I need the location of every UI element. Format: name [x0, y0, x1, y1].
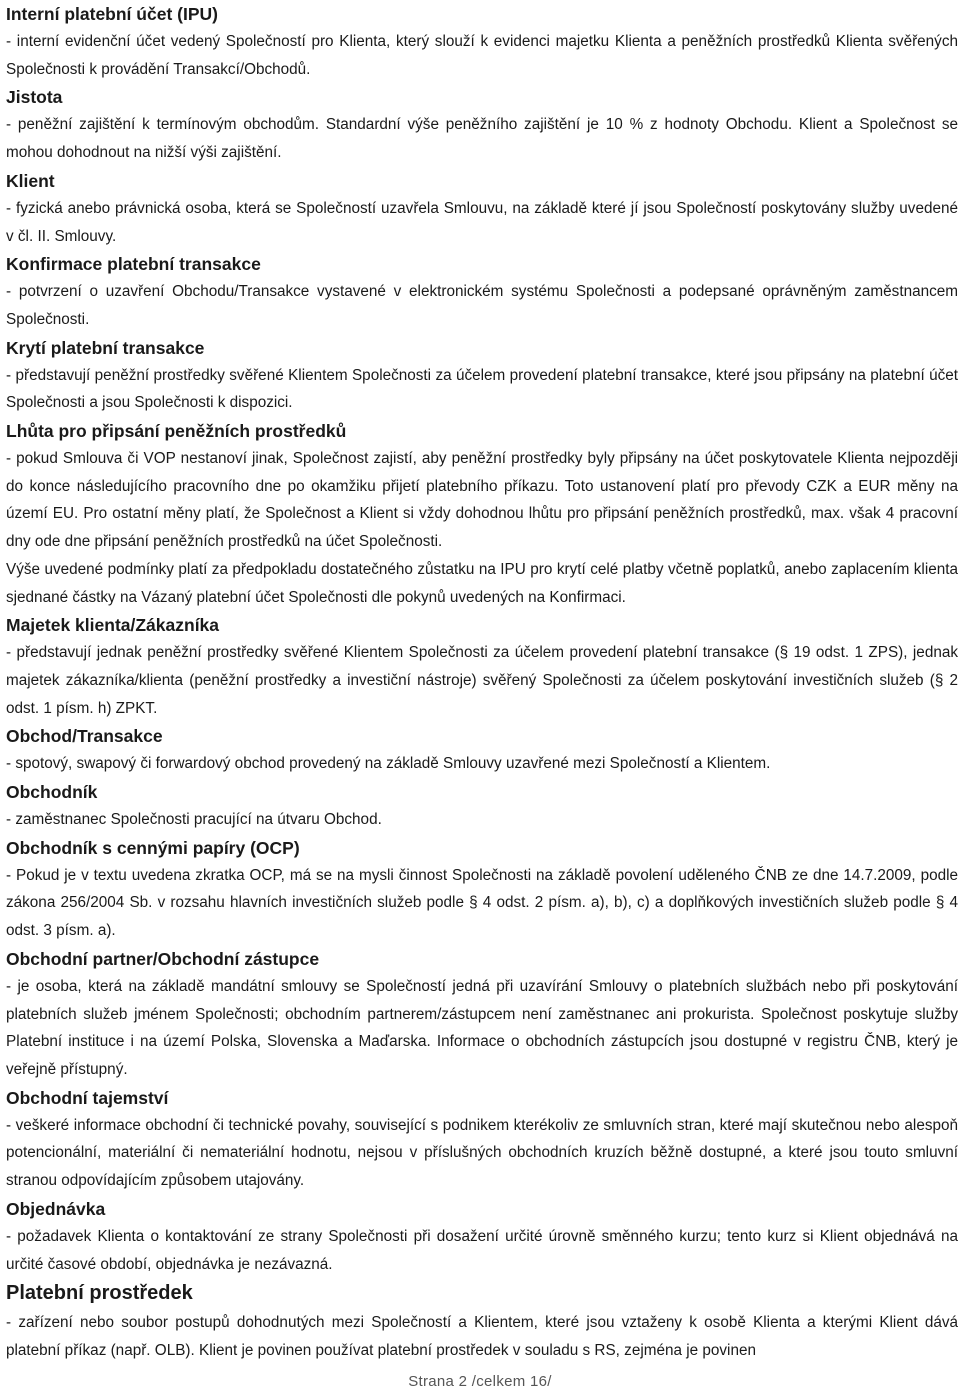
- definition-entry: [6, 1084, 958, 1195]
- definition-term: Lhůta pro připsání peněžních prostředků: [6, 421, 347, 442]
- definition-text: - je osoba, která na základě mandátní smlouvy se Společností jedná při uzavírání Smlouvy o platebních službách nebo při poskytování platebních služeb jménem Společnosti; obchodním partnerem/zástupcem není zaměstnanec ani prokurista. Společnost poskytuje služby Platební instituce i na území Polska, Slovenska a Maďarska. Informace o obchodních zástupcích jsou dostupné v registru ČNB, který je veřejně přístupný.: [6, 977, 958, 1078]
- definition-term: Krytí platební transakce: [6, 337, 205, 358]
- definition-text: - veškeré informace obchodní či technické povahy, související s podnikem kterékoliv ze smluvních stran, které mají skutečnou nebo alespoň potencionální, materiální či nemateriální hodnotu, nejsou v příslušných obchodních kruzích běžně dostupné, a které jsou touto smluvní stranou odpovídajícím způsobem utajovány.: [6, 1116, 958, 1190]
- definition-entry: [6, 250, 958, 333]
- definition-text: - představují peněžní prostředky svěřené Klientem Společnosti za účelem provedení platební transakce, které jsou připsány na platební účet Společnosti a jsou Společnosti k dispozici.: [6, 366, 958, 412]
- definition-term: Obchodní tajemství: [6, 1087, 169, 1108]
- definition-text: - interní evidenční účet vedený Společností pro Klienta, který slouží k evidenci majetku Klienta a peněžních prostředků Klienta svěřených Společnosti k provádění Transakcí/Obchodů.: [6, 33, 958, 78]
- definition-term: Klient: [6, 170, 55, 191]
- definition-term: Obchodní partner/Obchodní zástupce: [6, 948, 320, 969]
- document-body: [6, 0, 958, 1365]
- definition-entry: [6, 83, 958, 166]
- definition-term: Objednávka: [6, 1198, 106, 1219]
- definition-entry: [6, 834, 958, 945]
- definition-term: Platební prostředek: [6, 1282, 193, 1305]
- definition-entry: [6, 0, 958, 83]
- definition-entry: [6, 611, 958, 722]
- definition-entry: [6, 167, 958, 250]
- definition-text: - peněžní zajištění k termínovým obchodům. Standardní výše peněžního zajištění je 10 % z hodnoty Obchodu. Klient a Společnost se mohou dohodnout na nižší výši zajištění.: [6, 116, 958, 162]
- page-footer: Strana 2 /celkem 16/: [408, 1373, 552, 1390]
- definition-text: - spotový, swapový či forwardový obchod provedený na základě Smlouvy uzavřené mezi Společností a Klientem.: [6, 755, 771, 773]
- definition-entry: [6, 945, 958, 1084]
- definition-entry: [6, 1195, 958, 1278]
- definition-term: Jistota: [6, 87, 63, 108]
- definition-text: - fyzická anebo právnická osoba, která se Společností uzavřela Smlouvu, na základě které jí jsou Společností poskytovány služby uvedené v čl. II. Smlouvy.: [6, 199, 958, 245]
- definition-term: Obchod/Transakce: [6, 726, 163, 747]
- definition-text: Výše uvedené podmínky platí za předpokladu dostatečného zůstatku na IPU pro krytí celé platby včetně poplatků, anebo zaplacením klienta sjednané částky na Vázaný platební účet Společnosti dle pokynů uvedených na Konfirmaci.: [6, 560, 958, 606]
- definition-entry: [6, 417, 958, 611]
- definition-text: - představují jednak peněžní prostředky svěřené Klientem Společnosti za účelem provedení platební transakce (§ 19 odst. 1 ZPS), jednak majetek zákazníka/klienta (peněžní prostředky a investiční nástroje) svěřený Společnosti za účelem poskytování investičních služeb (§ 2 odst. 1 písm. h) ZPKT.: [6, 644, 958, 717]
- definition-text: - zaměstnanec Společnosti pracující na útvaru Obchod.: [6, 811, 382, 829]
- definition-text: - zařízení nebo soubor postupů dohodnutých mezi Společností a Klientem, které jsou vztaženy k osobě Klienta a kterými Klient dává platební příkaz (např. OLB). Klient je povinen používat platební prostředek v souladu s RS, zejména je povinen: [6, 1314, 958, 1359]
- definition-text: - potvrzení o uzavření Obchodu/Transakce vystavené v elektronickém systému Společnosti a podepsané oprávněným zaměstnancem Společnosti.: [6, 283, 958, 328]
- definition-text: - Pokud je v textu uvedena zkratka OCP, má se na mysli činnost Společnosti na základě povolení uděleného ČNB ze dne 14.7.2009, podle zákona 256/2004 Sb. v rozsahu hlavních investičních služeb podle § 4 odst. 2 písm. a), b), c) a doplňkových investičních služeb podle § 4 odst. 3 písm. a).: [6, 866, 958, 940]
- definition-entry: [6, 722, 958, 778]
- definition-term: Obchodník: [6, 782, 98, 803]
- definition-entry: [6, 334, 958, 417]
- definition-term: Majetek klienta/Zákazníka: [6, 615, 220, 636]
- definition-text: - požadavek Klienta o kontaktování ze strany Společnosti při dosažení určité úrovně směnného kurzu; tento kurz si Klient objednává na určité časové období, objednávka je nezávazná.: [6, 1227, 958, 1273]
- definition-entry: [6, 778, 958, 834]
- definition-text: - pokud Smlouva či VOP nestanoví jinak, Společnost zajistí, aby peněžní prostředky byly připsány na účet poskytovatele Klienta nejpozději do konce následujícího pracovního dne po okamžiku přijetí platebního příkazu. Toto ustanovení platí pro převody CZK a EUR měny na území EU. Pro ostatní měny platí, že Společnost a Klient si vždy dohodnou lhůtu pro připsání peněžních prostředků, max. však 4 pracovní dny ode dne připsání peněžních prostředků na účet Společnosti.: [6, 450, 958, 551]
- definition-term: Obchodník s cennými papíry (OCP): [6, 837, 300, 858]
- definition-term: Interní platební účet (IPU): [6, 4, 218, 24]
- definition-entry: [6, 1278, 958, 1364]
- definition-term: Konfirmace platební transakce: [6, 254, 261, 275]
